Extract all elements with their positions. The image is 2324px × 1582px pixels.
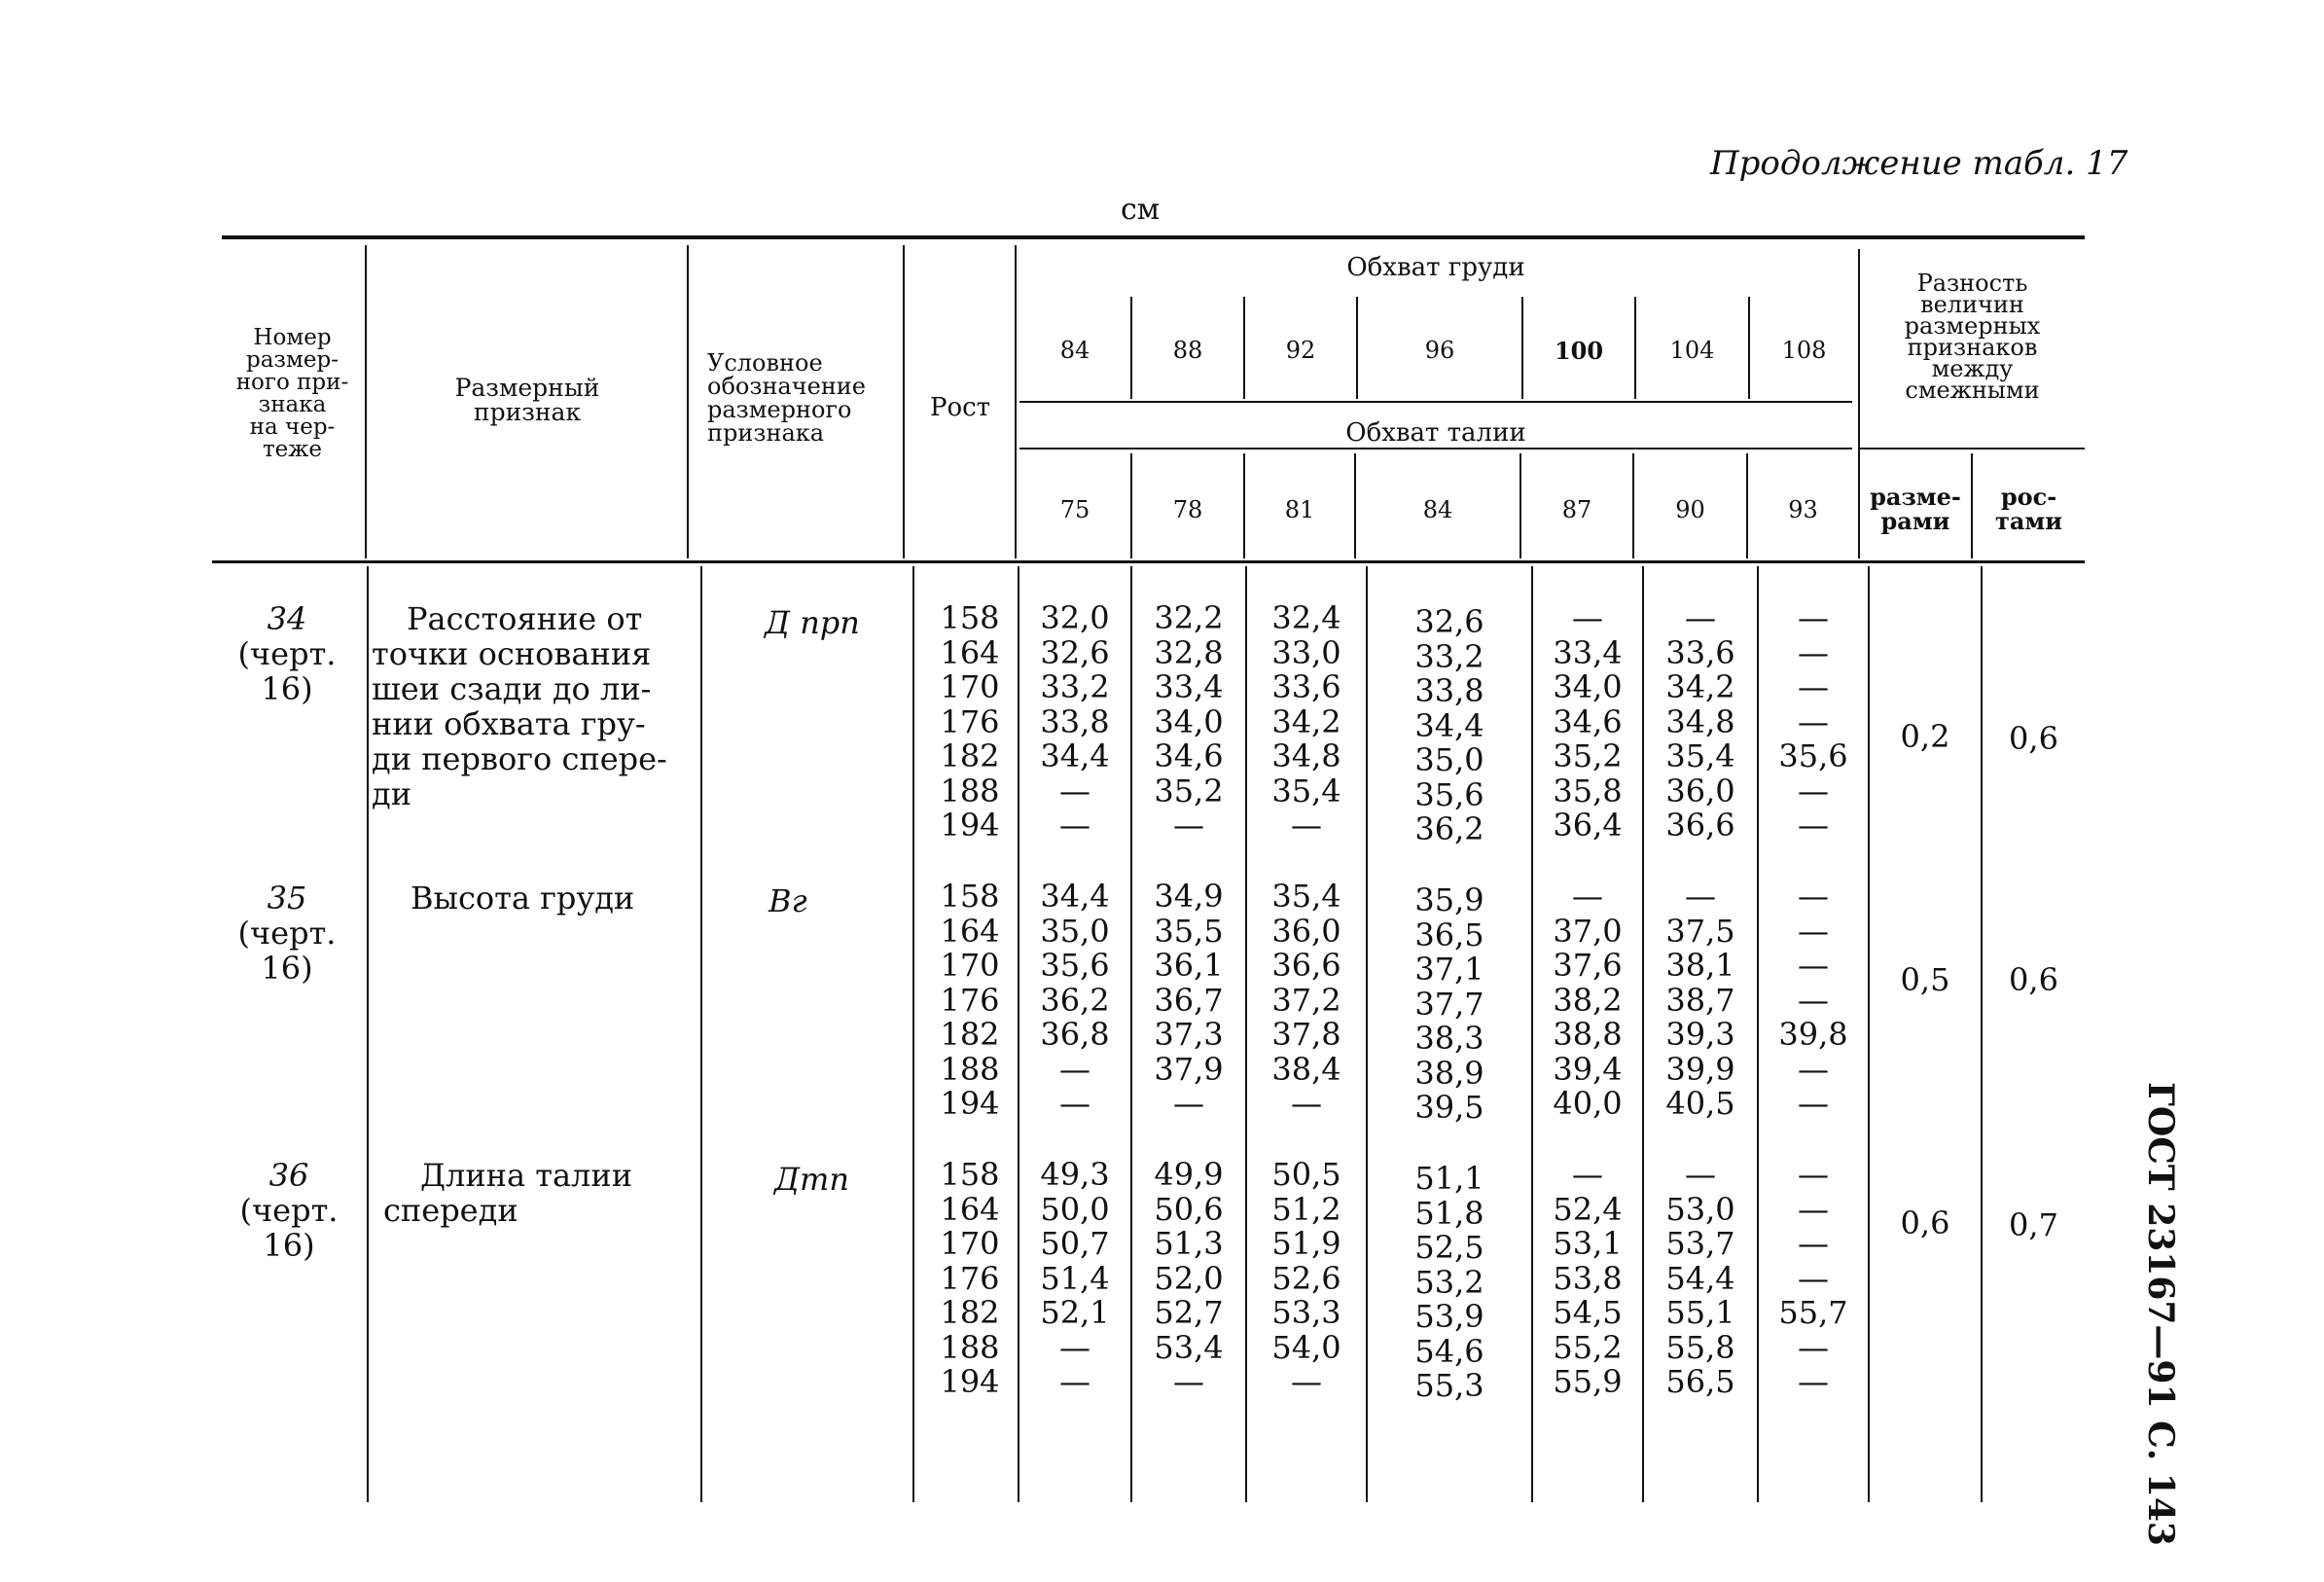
row-heights: 158 164 170 176 182 188 194 — [940, 599, 1000, 844]
row-symbol: Дтп — [774, 1161, 849, 1198]
header-symbol: Условное обозначение размерного признака — [707, 349, 867, 447]
row-number: 34 (черт. 16) — [237, 600, 337, 707]
waist-value: 84 — [1422, 496, 1453, 523]
diff-sizes-value: 0,2 — [1900, 718, 1950, 755]
waist-value: 81 — [1284, 496, 1315, 523]
header-diff-sizes: разме- рами — [1870, 483, 1961, 535]
diff-heights-value: 0,6 — [2009, 961, 2058, 998]
waist-value: 93 — [1788, 496, 1818, 523]
value-column: — — — — 35,6 — — — [1778, 599, 1848, 844]
unit-label: см — [1121, 193, 1161, 227]
value-column: 34,4 35,0 35,6 36,2 36,8 — — — [1040, 878, 1110, 1122]
table-top-rule — [222, 235, 2085, 239]
row-heights: 158 164 170 176 182 188 194 — [940, 1156, 1000, 1400]
value-column: 34,9 35,5 36,1 36,7 37,3 37,9 — — [1154, 878, 1224, 1122]
row-feature: Высота груди — [411, 880, 635, 917]
waist-under-rule — [1019, 448, 1852, 449]
header-diff-group: Разность величин размерных признаков между смежными — [1904, 270, 2041, 404]
row-feature: Длина талии спереди — [383, 1157, 633, 1229]
diff-sizes-value: 0,5 — [1900, 961, 1950, 998]
value-column: 49,9 50,6 51,3 52,0 52,7 53,4 — — [1154, 1156, 1224, 1400]
value-column: 32,6 33,2 33,8 34,4 35,0 35,6 36,2 — [1414, 603, 1484, 847]
value-column: — 33,4 34,0 34,6 35,2 35,8 36,4 — [1553, 599, 1623, 844]
waist-value: 78 — [1172, 496, 1203, 523]
header-feature: Размерный признак — [454, 374, 600, 426]
diff-heights-value: 0,6 — [2009, 720, 2058, 757]
value-column: — — — — 39,8 — — — [1778, 878, 1848, 1122]
chest-value: 96 — [1424, 337, 1455, 364]
chest-under-rule — [1019, 401, 1852, 403]
header-vrule — [1015, 245, 1017, 558]
value-column: 32,4 33,0 33,6 34,2 34,8 35,4 — — [1271, 599, 1341, 844]
value-column: — 53,0 53,7 54,4 55,1 55,8 56,5 — [1665, 1156, 1735, 1400]
row-symbol: Д прп — [765, 604, 860, 641]
value-column: 51,1 51,8 52,5 53,2 53,9 54,6 55,3 — [1414, 1160, 1484, 1404]
waist-value: 75 — [1059, 496, 1090, 523]
value-column: — — — — 55,7 — — — [1778, 1156, 1848, 1400]
header-vrule — [903, 245, 905, 558]
row-number: 36 (черт. 16) — [239, 1157, 339, 1264]
table-caption: Продолжение табл. 17 — [1710, 144, 2128, 183]
chest-value: 88 — [1172, 337, 1203, 364]
value-column: — 37,5 38,1 38,7 39,3 39,9 40,5 — [1665, 878, 1735, 1122]
value-column: 35,9 36,5 37,1 37,7 38,3 38,9 39,5 — [1414, 881, 1484, 1126]
diff-sizes-value: 0,6 — [1900, 1204, 1950, 1241]
header-vrule — [365, 245, 367, 558]
body-vrule — [1981, 566, 1983, 1502]
body-vrule — [912, 566, 914, 1502]
chest-value: 104 — [1669, 337, 1715, 364]
header-number: Номер размер- ного при- знака на чер- теже — [235, 325, 349, 462]
value-column: 32,2 32,8 33,4 34,0 34,6 35,2 — — [1154, 599, 1224, 844]
row-heights: 158 164 170 176 182 188 194 — [940, 878, 1000, 1122]
body-vrule — [1868, 566, 1870, 1502]
header-diff-heights: рос- тами — [1994, 483, 2063, 535]
chest-value: 84 — [1059, 337, 1090, 364]
body-vrule — [367, 566, 369, 1502]
value-column: 50,5 51,2 51,9 52,6 53,3 54,0 — — [1271, 1156, 1341, 1400]
chest-value: 108 — [1781, 337, 1827, 364]
diff-under-rule — [1860, 448, 2085, 449]
header-vrule — [687, 245, 689, 558]
chest-value: 100 — [1554, 337, 1604, 365]
value-column: — 37,0 37,6 38,2 38,8 39,4 40,0 — [1553, 878, 1623, 1122]
diff-heights-value: 0,7 — [2009, 1206, 2058, 1243]
row-number: 35 (черт. 16) — [237, 880, 337, 987]
value-column: 35,4 36,0 36,6 37,2 37,8 38,4 — — [1271, 878, 1341, 1122]
waist-value: 87 — [1561, 496, 1592, 523]
row-feature: Расстояние от точки основания шеи сзади до ли- нии обхвата гру- ди первого спере- ди — [372, 600, 667, 812]
body-vrule — [700, 566, 702, 1502]
header-chest-group: Обхват груди — [1346, 253, 1525, 282]
value-column: 49,3 50,0 50,7 51,4 52,1 — — — [1040, 1156, 1110, 1400]
chest-value: 92 — [1285, 337, 1316, 364]
value-column: — 52,4 53,1 53,8 54,5 55,2 55,9 — [1553, 1156, 1623, 1400]
header-height: Рост — [929, 393, 991, 422]
header-waist-group: Обхват талии — [1345, 418, 1526, 448]
row-symbol: Вг — [769, 882, 807, 919]
waist-value: 90 — [1675, 496, 1705, 523]
side-standard-label: ГОСТ 23167—91 С. 143 — [2140, 1082, 2181, 1546]
header-bottom-rule — [212, 560, 2085, 563]
value-column: — 33,6 34,2 34,8 35,4 36,0 36,6 — [1665, 599, 1735, 844]
value-column: 32,0 32,6 33,2 33,8 34,4 — — — [1040, 599, 1110, 844]
